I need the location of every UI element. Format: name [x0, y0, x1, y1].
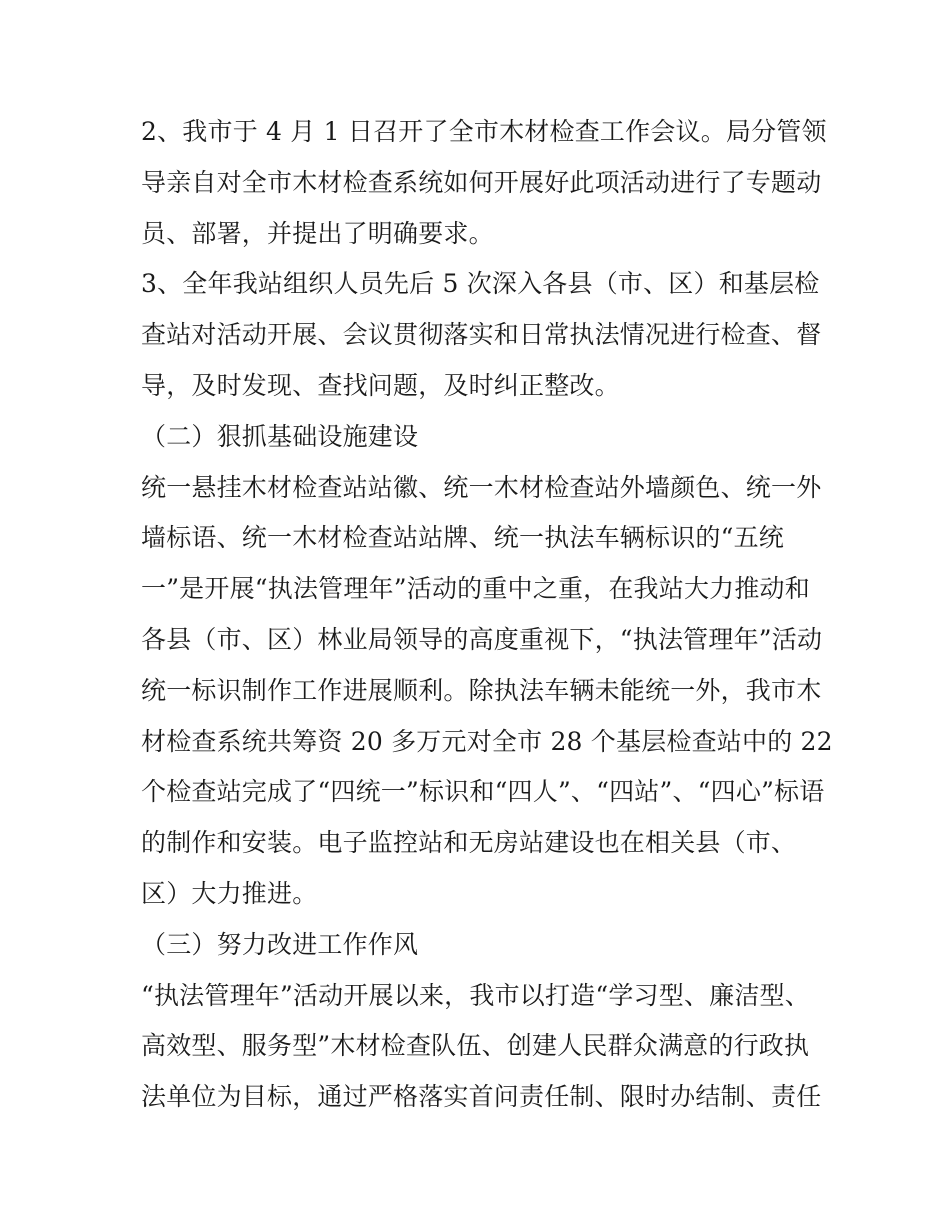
body-line: 区）大力推进。: [141, 878, 318, 908]
body-line: 导，及时发现、查找问题，及时纠正整改。: [141, 370, 620, 400]
body-line: 高效型、服务型”木材检查队伍、创建人民群众满意的行政执: [141, 1031, 810, 1061]
body-line: 一”是开展“执法管理年”活动的重中之重，在我站大力推动和: [141, 574, 810, 604]
section-heading: （三）努力改进工作作风: [141, 929, 419, 959]
body-line: 导亲自对全市木材检查系统如何开展好此项活动进行了专题动: [141, 167, 822, 197]
body-line: 3、全年我站组织人员先后 5 次深入各县（市、区）和基层检: [141, 269, 820, 299]
body-line: 墙标语、统一木材检查站站牌、统一执法车辆标识的“五统: [141, 523, 784, 553]
document-body: [141, 107, 831, 1123]
body-line: 统一悬挂木材检查站站徽、统一木材检查站外墙颜色、统一外: [141, 472, 822, 502]
body-line: 材检查系统共筹资 20 多万元对全市 28 个基层检查站中的 22: [141, 726, 833, 756]
body-line: “执法管理年”活动开展以来，我市以打造“学习型、廉洁型、: [141, 980, 810, 1010]
body-line: 2、我市于 4 月 1 日召开了全市木材检查工作会议。局分管领: [141, 117, 827, 146]
body-line: 的制作和安装。电子监控站和无房站建设也在相关县（市、: [141, 828, 797, 858]
body-line: 个检查站完成了“四统一”标识和“四人”、“四站”、“四心”标语: [141, 777, 825, 807]
body-line: 统一标识制作工作进展顺利。除执法车辆未能统一外，我市木: [141, 675, 822, 705]
body-line: 各县（市、区）林业局领导的高度重视下，“执法管理年”活动: [141, 624, 823, 654]
body-line: 法单位为目标，通过严格落实首问责任制、限时办结制、责任: [141, 1082, 822, 1112]
body-line: 员、部署，并提出了明确要求。: [141, 218, 494, 248]
section-heading: （二）狠抓基础设施建设: [141, 421, 419, 451]
body-line: 查站对活动开展、会议贯彻落实和日常执法情况进行检查、督: [141, 320, 822, 350]
